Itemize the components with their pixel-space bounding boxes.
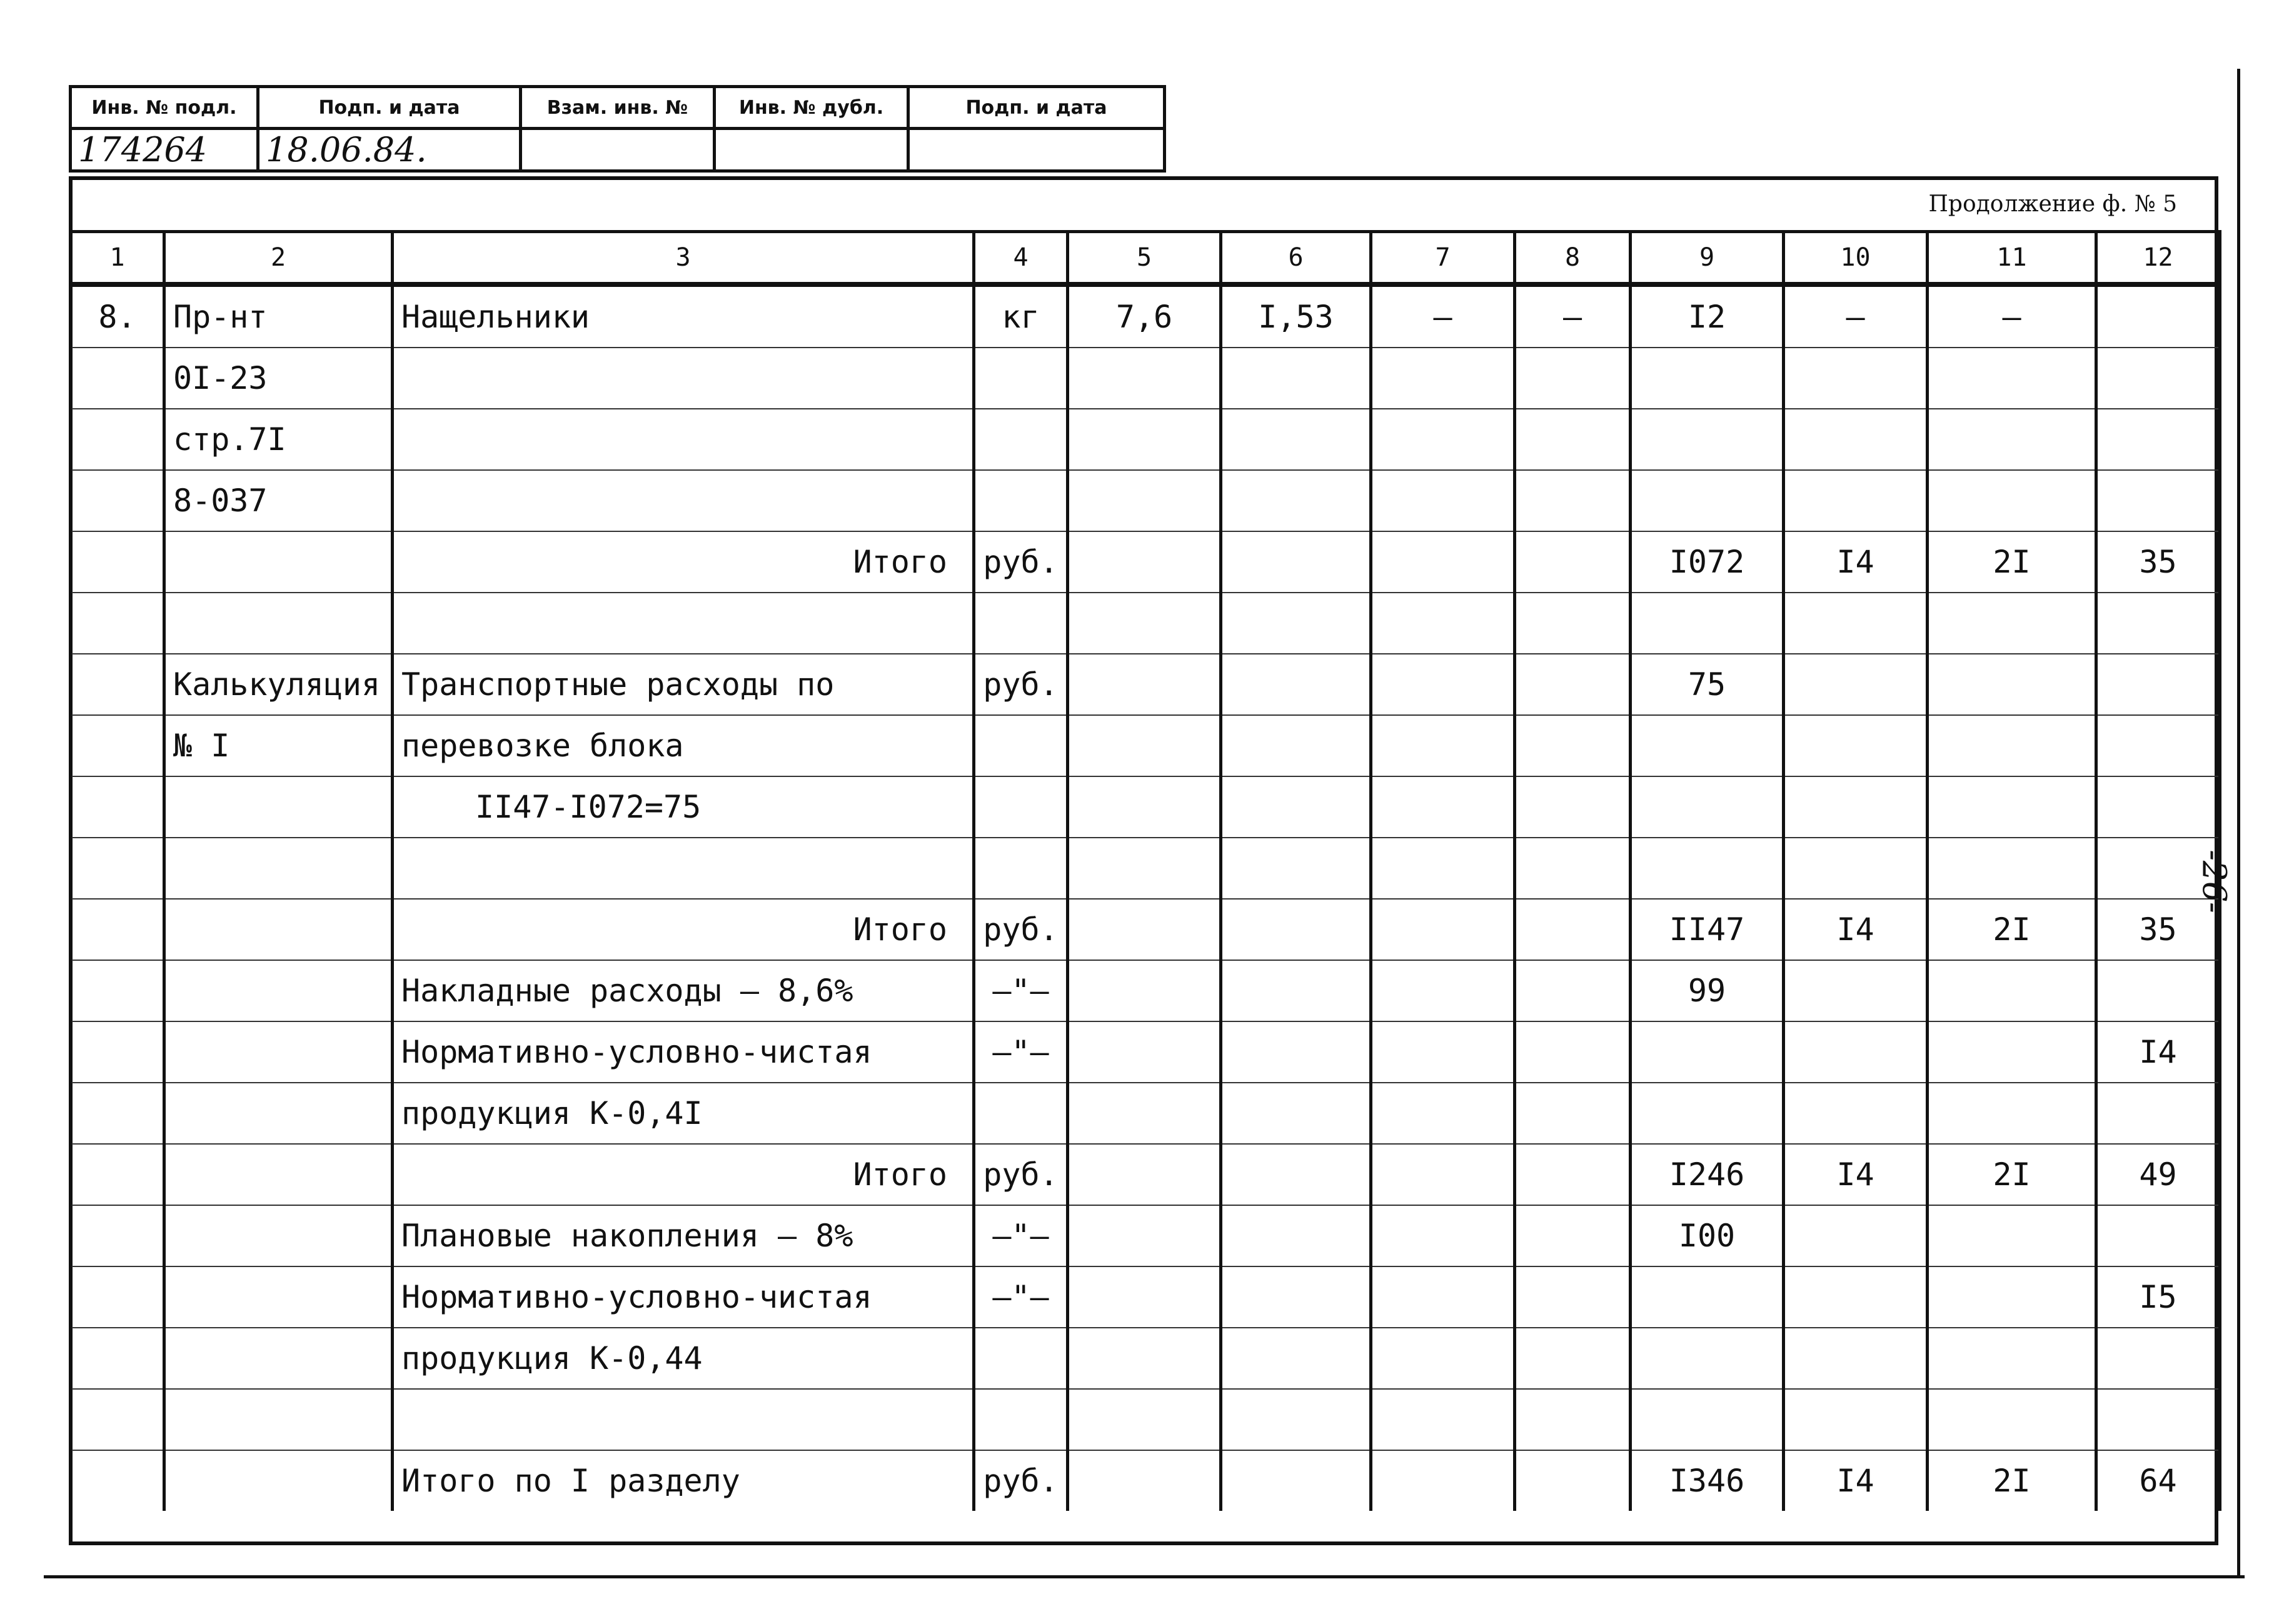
- column-header: 5: [1068, 232, 1221, 285]
- table-cell: [1631, 715, 1784, 776]
- column-header-row: [71, 232, 2220, 285]
- table-cell: [1371, 1328, 1515, 1389]
- table-cell: [1784, 348, 1928, 409]
- table-cell: [974, 593, 1068, 654]
- table-cell: 2I: [1928, 531, 2096, 593]
- table-cell: [1068, 1389, 1221, 1450]
- table-cell: [1784, 470, 1928, 531]
- table-cell: [1784, 654, 1928, 715]
- table-cell: [1631, 1328, 1784, 1389]
- table-cell: [1371, 1389, 1515, 1450]
- table-cell: I4: [1784, 531, 1928, 593]
- table-cell: [1515, 348, 1631, 409]
- table-cell: –: [1928, 284, 2096, 348]
- table-cell: 2I: [1928, 1450, 2096, 1511]
- stamp-header: Подп. и дата: [258, 87, 521, 129]
- table-cell: [71, 531, 164, 593]
- table-cell: [1928, 348, 2096, 409]
- table-row: [71, 409, 2220, 470]
- table-cell: [2096, 960, 2220, 1021]
- table-cell: [71, 899, 164, 960]
- table-cell: [1371, 409, 1515, 470]
- table-cell: [1515, 1450, 1631, 1511]
- table-cell: [1515, 409, 1631, 470]
- table-cell: [1221, 1144, 1371, 1205]
- table-row: [71, 776, 2220, 838]
- table-cell: [1784, 1266, 1928, 1328]
- table-cell: I5: [2096, 1266, 2220, 1328]
- table-cell: [1068, 838, 1221, 899]
- table-cell: [1221, 531, 1371, 593]
- table-cell: Итого: [393, 899, 974, 960]
- table-cell: [1068, 654, 1221, 715]
- table-cell: [1515, 1389, 1631, 1450]
- table-cell: [974, 348, 1068, 409]
- table-cell: [1371, 838, 1515, 899]
- table-cell: [71, 1328, 164, 1389]
- table-cell: –: [1515, 284, 1631, 348]
- table-cell: [1371, 1205, 1515, 1266]
- stamp-value: 18.06.84.: [258, 129, 521, 171]
- table-cell: [1371, 1266, 1515, 1328]
- table-cell: –"–: [974, 1266, 1068, 1328]
- table-cell: [1928, 1328, 2096, 1389]
- table-cell: [974, 409, 1068, 470]
- continuation-label: Продолжение ф. № 5: [1928, 191, 2177, 217]
- table-cell: [2096, 1328, 2220, 1389]
- table-row: [71, 284, 2220, 348]
- table-cell: [164, 1389, 393, 1450]
- table-cell: [71, 838, 164, 899]
- table-cell: 49: [2096, 1144, 2220, 1205]
- table-cell: I,53: [1221, 284, 1371, 348]
- table-cell: [1631, 348, 1784, 409]
- table-cell: [1371, 1144, 1515, 1205]
- table-cell: 8-037: [164, 470, 393, 531]
- table-cell: [1221, 1083, 1371, 1144]
- table-cell: [1784, 1328, 1928, 1389]
- table-cell: [1631, 593, 1784, 654]
- table-cell: [1515, 715, 1631, 776]
- table-cell: I346: [1631, 1450, 1784, 1511]
- table-cell: [164, 838, 393, 899]
- table-cell: I246: [1631, 1144, 1784, 1205]
- table-cell: [1068, 1083, 1221, 1144]
- table-cell: [1928, 1389, 2096, 1450]
- page-number: -26-: [2195, 850, 2233, 913]
- table-row: [71, 899, 2220, 960]
- table-cell: [1515, 593, 1631, 654]
- table-cell: [1221, 1205, 1371, 1266]
- table-cell: [1371, 960, 1515, 1021]
- table-cell: [2096, 776, 2220, 838]
- table-cell: [1068, 1205, 1221, 1266]
- table-cell: [1221, 470, 1371, 531]
- table-cell: [164, 776, 393, 838]
- table-cell: [393, 409, 974, 470]
- table-cell: [1515, 470, 1631, 531]
- column-header: 4: [974, 232, 1068, 285]
- table-cell: [1068, 348, 1221, 409]
- table-cell: [1515, 1205, 1631, 1266]
- stamp-value: [521, 129, 715, 171]
- table-cell: [2096, 348, 2220, 409]
- table-cell: [2096, 1389, 2220, 1450]
- table-cell: [393, 348, 974, 409]
- table-cell: 75: [1631, 654, 1784, 715]
- table-cell: Пр-нт: [164, 284, 393, 348]
- table-cell: [71, 1021, 164, 1083]
- table-cell: [164, 531, 393, 593]
- table-cell: [71, 593, 164, 654]
- table-cell: [1631, 409, 1784, 470]
- table-cell: [1068, 1021, 1221, 1083]
- table-cell: [1928, 409, 2096, 470]
- table-cell: [974, 776, 1068, 838]
- table-cell: [1631, 776, 1784, 838]
- table-cell: [1371, 715, 1515, 776]
- table-cell: [1784, 776, 1928, 838]
- stamp-value: [908, 129, 1165, 171]
- table-row: [71, 348, 2220, 409]
- table-cell: [1631, 1266, 1784, 1328]
- table-cell: [974, 470, 1068, 531]
- table-cell: Итого: [393, 531, 974, 593]
- table-cell: [1784, 1021, 1928, 1083]
- table-cell: 99: [1631, 960, 1784, 1021]
- table-row: [71, 1328, 2220, 1389]
- table-cell: 0I-23: [164, 348, 393, 409]
- stamp-header: Инв. № подл.: [71, 87, 258, 129]
- table-cell: [1221, 593, 1371, 654]
- stamp-value: 174264: [71, 129, 258, 171]
- table-cell: Итого по I разделу: [393, 1450, 974, 1511]
- table-cell: [1515, 1144, 1631, 1205]
- table-cell: [1631, 1083, 1784, 1144]
- table-cell: [1784, 1083, 1928, 1144]
- table-cell: [1784, 1205, 1928, 1266]
- column-header: 3: [393, 232, 974, 285]
- table-cell: [2096, 409, 2220, 470]
- estimate-table: [69, 230, 2221, 1511]
- table-cell: [1221, 1021, 1371, 1083]
- table-cell: [71, 470, 164, 531]
- table-row: [71, 1021, 2220, 1083]
- table-cell: I4: [1784, 1450, 1928, 1511]
- table-cell: [1928, 960, 2096, 1021]
- stamp-header: Взам. инв. №: [521, 87, 715, 129]
- table-cell: [71, 409, 164, 470]
- table-cell: [164, 899, 393, 960]
- table-cell: [393, 593, 974, 654]
- table-row: [71, 715, 2220, 776]
- table-cell: [164, 1266, 393, 1328]
- table-cell: [2096, 284, 2220, 348]
- table-cell: [164, 1328, 393, 1389]
- table-cell: [1631, 1389, 1784, 1450]
- table-cell: продукция К-0,4I: [393, 1083, 974, 1144]
- table-row: [71, 654, 2220, 715]
- table-cell: [1068, 776, 1221, 838]
- table-cell: [1928, 1083, 2096, 1144]
- column-header: 10: [1784, 232, 1928, 285]
- table-cell: Нормативно-условно-чистая: [393, 1021, 974, 1083]
- table-cell: I2: [1631, 284, 1784, 348]
- table-cell: [1515, 1266, 1631, 1328]
- table-cell: продукция К-0,44: [393, 1328, 974, 1389]
- table-cell: –"–: [974, 1021, 1068, 1083]
- table-cell: № I: [164, 715, 393, 776]
- table-cell: [164, 1205, 393, 1266]
- table-cell: [1371, 593, 1515, 654]
- column-header: 9: [1631, 232, 1784, 285]
- table-cell: [1784, 715, 1928, 776]
- table-cell: [1221, 899, 1371, 960]
- table-cell: [2096, 715, 2220, 776]
- table-row: [71, 838, 2220, 899]
- table-cell: 35: [2096, 531, 2220, 593]
- table-cell: [1371, 899, 1515, 960]
- table-cell: [1631, 1021, 1784, 1083]
- table-cell: [1371, 1450, 1515, 1511]
- table-cell: –: [1784, 284, 1928, 348]
- table-cell: руб.: [974, 531, 1068, 593]
- column-header: 6: [1221, 232, 1371, 285]
- table-cell: [1221, 654, 1371, 715]
- table-cell: [1928, 1205, 2096, 1266]
- table-cell: [1515, 1328, 1631, 1389]
- table-cell: 2I: [1928, 899, 2096, 960]
- table-cell: [1515, 776, 1631, 838]
- table-cell: [1371, 470, 1515, 531]
- table-cell: [2096, 654, 2220, 715]
- stamp-header: Инв. № дубл.: [715, 87, 908, 129]
- table-cell: [1221, 838, 1371, 899]
- table-cell: Итого: [393, 1144, 974, 1205]
- table-cell: [71, 960, 164, 1021]
- table-cell: I4: [1784, 1144, 1928, 1205]
- table-cell: [1515, 1083, 1631, 1144]
- table-cell: [1221, 348, 1371, 409]
- table-cell: [1631, 470, 1784, 531]
- table-cell: [393, 838, 974, 899]
- table-cell: I00: [1631, 1205, 1784, 1266]
- table-cell: Нормативно-условно-чистая: [393, 1266, 974, 1328]
- table-cell: [1928, 593, 2096, 654]
- table-cell: [71, 1389, 164, 1450]
- table-cell: [1784, 593, 1928, 654]
- table-cell: [1371, 1083, 1515, 1144]
- table-cell: [393, 470, 974, 531]
- table-cell: [393, 1389, 974, 1450]
- table-cell: [1928, 470, 2096, 531]
- table-cell: –: [1371, 284, 1515, 348]
- table-cell: [1068, 409, 1221, 470]
- table-cell: [1784, 1389, 1928, 1450]
- table-cell: [71, 1450, 164, 1511]
- table-cell: руб.: [974, 654, 1068, 715]
- table-cell: [1068, 1450, 1221, 1511]
- table-cell: стр.7I: [164, 409, 393, 470]
- table-cell: Плановые накопления – 8%: [393, 1205, 974, 1266]
- table-cell: [1221, 1266, 1371, 1328]
- table-cell: [974, 1328, 1068, 1389]
- table-cell: [1068, 715, 1221, 776]
- table-cell: I4: [1784, 899, 1928, 960]
- table-cell: руб.: [974, 1450, 1068, 1511]
- table-cell: [974, 1083, 1068, 1144]
- table-cell: [71, 1144, 164, 1205]
- table-cell: 2I: [1928, 1144, 2096, 1205]
- table-row: [71, 531, 2220, 593]
- table-cell: [1371, 1021, 1515, 1083]
- table-cell: перевозке блока: [393, 715, 974, 776]
- table-cell: [1515, 531, 1631, 593]
- table-cell: [1784, 409, 1928, 470]
- table-cell: [71, 348, 164, 409]
- table-cell: [1371, 776, 1515, 838]
- table-cell: [164, 1144, 393, 1205]
- table-cell: руб.: [974, 899, 1068, 960]
- table-cell: [1221, 1450, 1371, 1511]
- table-cell: [1221, 1328, 1371, 1389]
- table-cell: [1928, 1266, 2096, 1328]
- table-cell: [974, 1389, 1068, 1450]
- column-header: 2: [164, 232, 393, 285]
- table-cell: [1784, 838, 1928, 899]
- table-cell: Накладные расходы – 8,6%: [393, 960, 974, 1021]
- table-row: [71, 1389, 2220, 1450]
- table-cell: [164, 593, 393, 654]
- table-cell: 8.: [71, 284, 164, 348]
- table-cell: [1068, 899, 1221, 960]
- table-cell: [2096, 593, 2220, 654]
- table-row: [71, 1450, 2220, 1511]
- frame-bottom-line: [44, 1575, 2245, 1578]
- table-cell: [1221, 715, 1371, 776]
- table-cell: [1928, 654, 2096, 715]
- table-row: [71, 1205, 2220, 1266]
- table-cell: [1928, 776, 2096, 838]
- table-row: [71, 1083, 2220, 1144]
- table-cell: [974, 715, 1068, 776]
- table-cell: I072: [1631, 531, 1784, 593]
- table-cell: [164, 960, 393, 1021]
- table-cell: [1221, 776, 1371, 838]
- table-cell: [1515, 899, 1631, 960]
- table-row: [71, 593, 2220, 654]
- table-cell: [164, 1021, 393, 1083]
- column-header: 12: [2096, 232, 2220, 285]
- table-cell: [974, 838, 1068, 899]
- table-cell: [71, 1083, 164, 1144]
- table-cell: [1068, 531, 1221, 593]
- table-cell: [164, 1450, 393, 1511]
- table-cell: [1068, 470, 1221, 531]
- table-cell: [1068, 1144, 1221, 1205]
- stamp-header: Подп. и дата: [908, 87, 1165, 129]
- table-row: [71, 1266, 2220, 1328]
- table-cell: [1515, 1021, 1631, 1083]
- table-cell: руб.: [974, 1144, 1068, 1205]
- table-cell: [71, 715, 164, 776]
- column-header: 8: [1515, 232, 1631, 285]
- stamp-value: [715, 129, 908, 171]
- table-cell: [71, 654, 164, 715]
- table-cell: I4: [2096, 1021, 2220, 1083]
- approval-stamp: [69, 85, 1166, 173]
- table-cell: [1371, 531, 1515, 593]
- table-cell: [1515, 960, 1631, 1021]
- table-cell: [71, 776, 164, 838]
- table-cell: 64: [2096, 1450, 2220, 1511]
- table-row: [71, 470, 2220, 531]
- column-header: 7: [1371, 232, 1515, 285]
- column-header: 1: [71, 232, 164, 285]
- table-cell: 35: [2096, 899, 2220, 960]
- table-cell: [1221, 1389, 1371, 1450]
- table-cell: II47: [1631, 899, 1784, 960]
- table-cell: [71, 1266, 164, 1328]
- table-cell: [1928, 838, 2096, 899]
- table-cell: Нащельники: [393, 284, 974, 348]
- stamp-values-row: [71, 129, 1165, 171]
- table-cell: [1631, 838, 1784, 899]
- table-cell: [71, 1205, 164, 1266]
- table-cell: [1371, 654, 1515, 715]
- estimate-sheet: [69, 176, 2218, 1545]
- table-cell: [1068, 1328, 1221, 1389]
- stamp-header-row: [71, 87, 1165, 129]
- table-cell: [1928, 1021, 2096, 1083]
- table-cell: [1068, 960, 1221, 1021]
- frame-right-line: [2237, 69, 2240, 1578]
- table-row: [71, 1144, 2220, 1205]
- table-cell: [1515, 838, 1631, 899]
- table-cell: кг: [974, 284, 1068, 348]
- table-cell: [1515, 654, 1631, 715]
- table-cell: Калькуляция: [164, 654, 393, 715]
- table-cell: [2096, 470, 2220, 531]
- table-cell: [1928, 715, 2096, 776]
- table-cell: [2096, 1083, 2220, 1144]
- table-cell: –"–: [974, 1205, 1068, 1266]
- table-cell: [1784, 960, 1928, 1021]
- table-cell: [164, 1083, 393, 1144]
- table-cell: II47-I072=75: [393, 776, 974, 838]
- table-cell: [1221, 409, 1371, 470]
- column-header: 11: [1928, 232, 2096, 285]
- table-cell: [2096, 1205, 2220, 1266]
- table-cell: [1068, 1266, 1221, 1328]
- table-cell: [1221, 960, 1371, 1021]
- table-cell: [1068, 593, 1221, 654]
- table-cell: –"–: [974, 960, 1068, 1021]
- table-cell: [1371, 348, 1515, 409]
- table-cell: Транспортные расходы по: [393, 654, 974, 715]
- table-row: [71, 960, 2220, 1021]
- table-cell: 7,6: [1068, 284, 1221, 348]
